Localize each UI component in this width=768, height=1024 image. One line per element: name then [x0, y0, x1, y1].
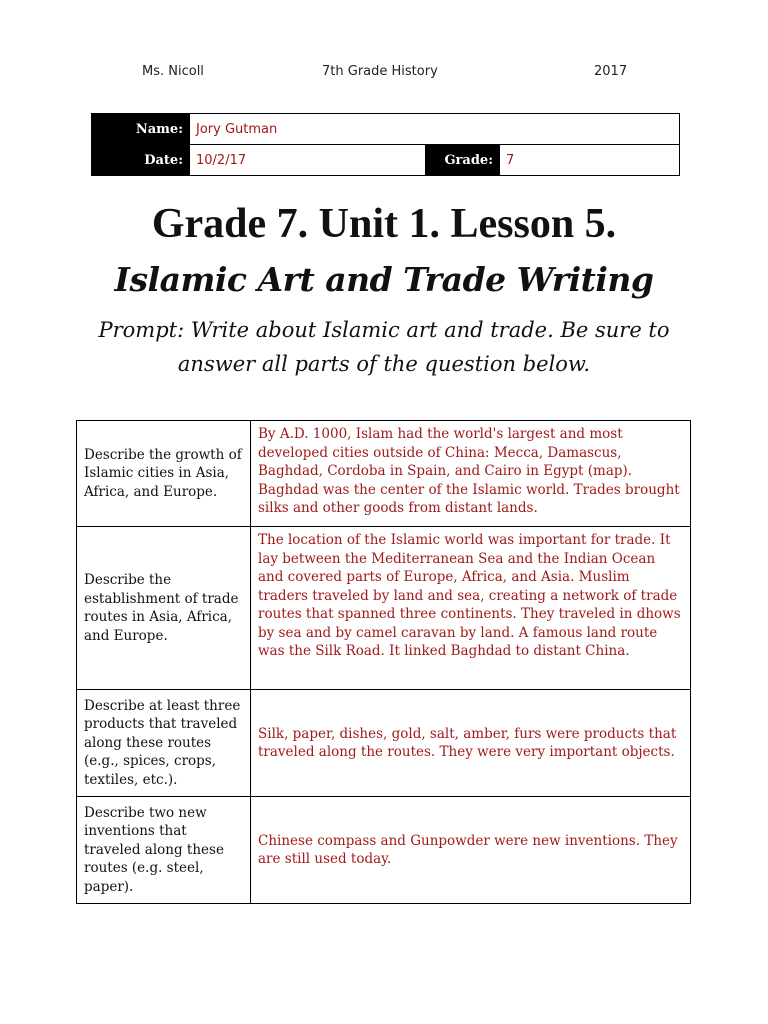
- question-cell: Describe two new inventions that traveled along these routes (e.g. steel, paper).: [77, 797, 251, 904]
- answer-cell[interactable]: The location of the Islamic world was important for trade. It lay between the Mediterranean Sea and the Indian Ocean and covered parts of Europe, Africa, and Asia. Muslim traders traveled by land and sea, creating a network of trade routes that spanned three continents. They traveled in dhows by sea and by camel caravan by land. A famous land route was the Silk Road. It linked Baghdad to distant China.: [251, 527, 691, 690]
- date-label: Date:: [92, 145, 190, 176]
- name-field[interactable]: Jory Gutman: [190, 114, 680, 145]
- student-info-table: [91, 113, 680, 176]
- date-grade-row: [92, 145, 680, 176]
- lesson-title: Grade 7. Unit 1. Lesson 5.: [151, 201, 617, 247]
- page-header: [0, 64, 768, 84]
- answer-cell[interactable]: By A.D. 1000, Islam had the world's largest and most developed cities outside of China: Mecca, Damascus, Baghdad, Cordoba in Spain, and Cairo in Egypt (map). Baghdad was the center of the Islamic world. Trades brought silks and other goods from distant lands.: [251, 421, 691, 527]
- course-name: 7th Grade History: [322, 64, 438, 79]
- table-row: [77, 527, 691, 690]
- question-answer-table: [76, 420, 691, 904]
- name-label: Name:: [92, 114, 190, 145]
- table-row: [77, 421, 691, 527]
- writing-prompt: Prompt: Write about Islamic art and trade. Be sure to answer all parts of the question below.: [98, 318, 670, 376]
- grade-field[interactable]: 7: [500, 145, 680, 176]
- question-cell: Describe the establishment of trade routes in Asia, Africa, and Europe.: [77, 527, 251, 690]
- answer-cell[interactable]: Chinese compass and Gunpowder were new inventions. They are still used today.: [251, 797, 691, 904]
- question-cell: Describe the growth of Islamic cities in Asia, Africa, and Europe.: [77, 421, 251, 527]
- grade-label: Grade:: [426, 145, 500, 176]
- school-year: 2017: [594, 64, 628, 79]
- table-row: [77, 690, 691, 797]
- teacher-name: Ms. Nicoll: [142, 64, 204, 79]
- answer-cell[interactable]: Silk, paper, dishes, gold, salt, amber, furs were products that traveled along the routes. They were very important objects.: [251, 690, 691, 797]
- date-field[interactable]: 10/2/17: [190, 145, 426, 176]
- lesson-subtitle: Islamic Art and Trade Writing: [114, 260, 654, 299]
- table-row: [77, 797, 691, 904]
- name-row: [92, 114, 680, 145]
- question-cell: Describe at least three products that traveled along these routes (e.g., spices, crops, textiles, etc.).: [77, 690, 251, 797]
